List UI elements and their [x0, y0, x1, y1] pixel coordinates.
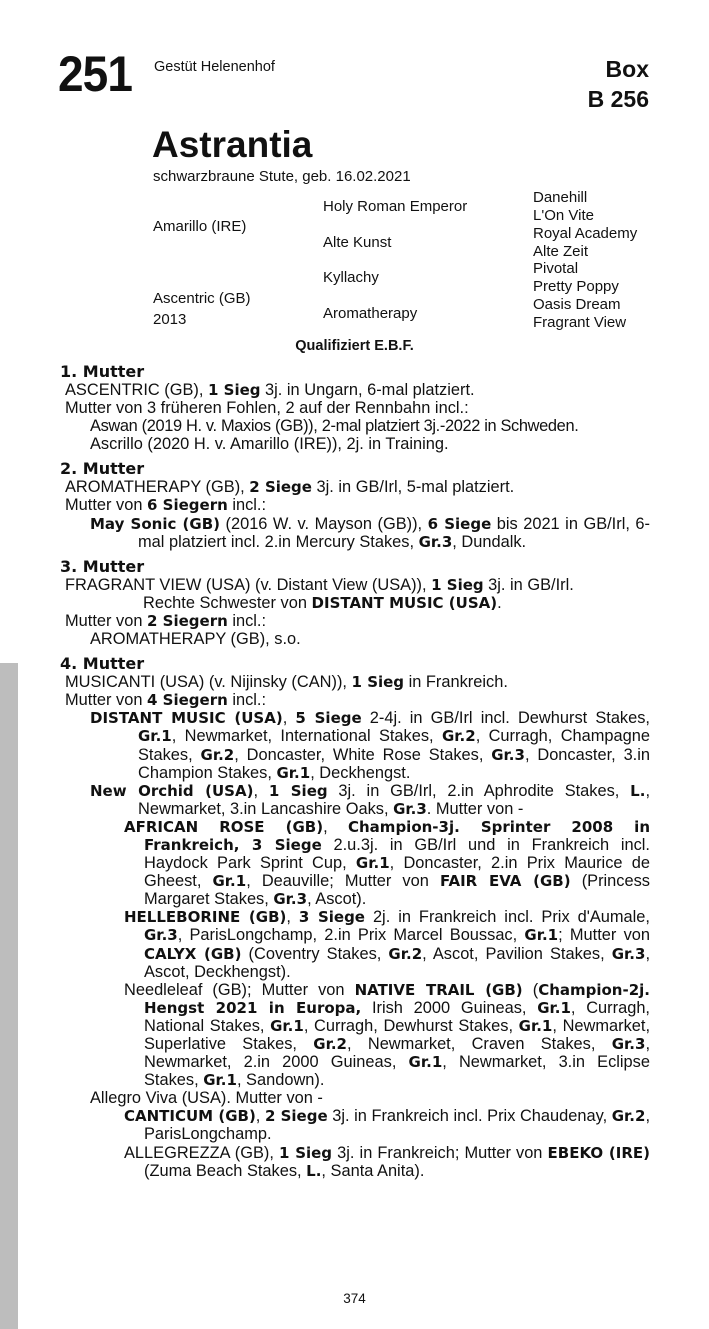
qualification: Qualifiziert E.B.F.	[295, 338, 414, 354]
produce-entry	[60, 1144, 650, 1180]
pedigree-dam-year: 2013	[153, 311, 187, 328]
text: , Newmarket, International Stakes,	[171, 727, 442, 746]
text: , ParisLongchamp.	[144, 1107, 650, 1144]
text: , Doncaster, White Rose Stakes,	[234, 745, 492, 764]
grade: Gr.3	[418, 532, 453, 551]
produce-summary	[60, 496, 650, 514]
text: Mutter von	[65, 496, 147, 515]
text: Rechte Schwester von	[143, 593, 312, 612]
pedigree-great-grandparent: L'On Vite	[533, 207, 594, 224]
dam-entry	[60, 576, 650, 594]
bold-text: L.	[630, 781, 646, 800]
text: (Coventry Stakes,	[241, 944, 389, 963]
horse-name-bold: May Sonic (GB)	[90, 514, 220, 533]
pedigree-great-grandparent: Danehill	[533, 189, 588, 206]
text: incl.:	[227, 691, 267, 710]
produce-summary	[60, 691, 650, 709]
pedigree-grandparent: Alte Kunst	[323, 234, 392, 251]
dam-line	[60, 362, 650, 1180]
dam-name: MUSICANTI (USA) (v. Nijinsky (CAN)),	[65, 673, 352, 692]
pedigree-dam: Ascentric (GB)	[153, 290, 251, 307]
bold-text: Gr.3	[491, 745, 525, 764]
bold-text: Gr.2	[200, 745, 235, 764]
text: 3j. in GB/Irl.	[483, 575, 574, 594]
text: , Doncaster, 2.in Prix Maurice de Gheest,	[144, 854, 650, 891]
produce-entry	[60, 709, 650, 781]
bold-text: Gr.1	[212, 872, 247, 891]
produce-entry	[60, 908, 650, 980]
section-heading: 1. Mutter	[60, 362, 145, 381]
bold-text: 5 Siege	[295, 709, 362, 728]
produce-entry	[60, 1107, 650, 1143]
text: , Dundalk.	[452, 532, 527, 551]
bold-text: Gr.3	[611, 1035, 646, 1053]
bold-text: 1 Sieg	[279, 1143, 333, 1162]
text: 3j. in GB/Irl, 5-mal platziert.	[311, 478, 515, 497]
produce-entry: Allegro Viva (USA). Mutter von -	[90, 1089, 323, 1108]
bold-text: FAIR EVA (GB)	[439, 872, 571, 891]
box-info	[588, 54, 649, 114]
bold-text: Gr.3	[273, 890, 308, 909]
pedigree-grandparent: Kyllachy	[323, 269, 379, 286]
bold-text: Gr.1	[355, 854, 390, 873]
text: (Princess Margaret Stakes,	[144, 872, 650, 909]
text: .	[497, 593, 502, 612]
bold-text: Champion-2j. Hengst 2021 in Europa,	[144, 980, 650, 1017]
text: . Mutter von -	[426, 799, 524, 818]
bold-text: L.	[306, 1161, 322, 1180]
wins: 1 Sieg	[431, 575, 484, 594]
pedigree-great-grandparent: Oasis Dream	[533, 296, 621, 313]
wins: 1 Sieg	[207, 381, 261, 399]
text: , Newmarket, 2.in 2000 Guineas,	[144, 1035, 650, 1072]
text: ALLEGREZZA (GB),	[124, 1143, 279, 1162]
text: Mutter von	[65, 691, 147, 710]
wins: 6 Siege	[427, 514, 492, 533]
bold-text: HELLEBORINE (GB)	[124, 908, 287, 927]
pedigree-great-grandparent: Royal Academy	[533, 225, 638, 242]
produce-entry	[60, 515, 650, 551]
bold-text: Gr.3	[611, 944, 646, 963]
dam-name: ASCENTRIC (GB),	[65, 381, 208, 399]
dam-name: AROMATHERAPY (GB),	[65, 478, 250, 497]
produce-entry	[60, 818, 650, 908]
produce-summary	[60, 612, 650, 630]
text: in Frankreich.	[404, 673, 508, 692]
section-heading: 4. Mutter	[60, 654, 145, 674]
text: , Sandown).	[236, 1071, 325, 1090]
bold-text: Gr.2	[388, 944, 423, 963]
text: (	[522, 980, 539, 999]
text: , Newmarket, Craven Stakes,	[347, 1035, 612, 1053]
text: ,	[253, 781, 269, 800]
bold-text: Champion-3j. Sprinter 2008 in Frankreich, 3 Siege	[144, 817, 650, 854]
bold-text: Gr.2	[441, 727, 476, 746]
section-heading: 2. Mutter	[60, 459, 145, 479]
bold-text: NATIVE TRAIL (GB)	[354, 980, 523, 999]
text: 3j. in Frankreich incl. Prix Chaudenay,	[327, 1107, 612, 1126]
text: 3j. in Ungarn, 6-mal platziert.	[260, 381, 475, 399]
bold-text: Gr.3	[393, 799, 427, 818]
text: , Ascot, Deckhengst).	[144, 944, 650, 981]
text: Needleleaf (GB); Mutter von	[124, 980, 355, 999]
text: , Newmarket, 3.in Eclipse Stakes,	[144, 1053, 650, 1090]
bold-text: AFRICAN ROSE (GB)	[124, 817, 324, 836]
text: (Zuma Beach Stakes,	[144, 1161, 307, 1180]
text: , Deauville; Mutter von	[246, 872, 440, 891]
bold-text: New Orchid (USA)	[90, 781, 254, 800]
horse-description: schwarzbraune Stute, geb. 16.02.2021	[153, 168, 411, 185]
text: , Newmarket, Superlative Stakes,	[144, 1016, 651, 1053]
text: ,	[255, 1107, 265, 1126]
dam-entry	[60, 381, 650, 399]
box-number: B 256	[587, 86, 649, 112]
pedigree-great-grandparent: Fragrant View	[533, 314, 627, 331]
text: , Ascot).	[307, 890, 367, 909]
winners-count: 6 Siegern	[147, 496, 228, 515]
produce-summary: Mutter von 3 früheren Fohlen, 2 auf der Rennbahn incl.:	[65, 399, 469, 418]
bold-text: Gr.1	[276, 763, 311, 782]
dam-entry	[60, 673, 650, 691]
text: (2016 W. v. Mayson (GB)),	[220, 514, 428, 533]
bold-text: Gr.1	[518, 1016, 553, 1035]
produce-entry	[60, 782, 650, 818]
winners-count: 4 Siegern	[147, 691, 228, 710]
text: incl.:	[227, 611, 267, 630]
side-marker-bar	[0, 663, 18, 1329]
wins: 2 Siege	[249, 478, 312, 497]
text: , ParisLongchamp, 2.in Prix Marcel Boussac,	[177, 926, 525, 945]
produce-entry: Ascrillo (2020 H. v. Amarillo (IRE)), 2j. in Training.	[90, 435, 449, 454]
bold-text: Gr.2	[313, 1035, 347, 1053]
bold-text: CANTICUM (GB)	[124, 1107, 256, 1126]
dam-entry	[60, 478, 650, 496]
page-number: 374	[343, 1291, 366, 1306]
text: bis 2021 in GB/Irl, 6-mal platziert incl. 2.in Mercury Stakes,	[138, 514, 650, 551]
section-heading: 3. Mutter	[60, 556, 145, 576]
text: ,	[282, 709, 296, 728]
pedigree-sire: Amarillo (IRE)	[153, 218, 247, 235]
bold-text: Gr.1	[138, 727, 172, 746]
bold-text: 3 Siege	[298, 908, 365, 927]
bold-text: Gr.1	[270, 1016, 304, 1035]
text: 3j. in GB/Irl, 2.in Aphrodite Stakes,	[327, 781, 631, 800]
breeder: Gestüt Helenenhof	[154, 59, 275, 75]
bold-text: Gr.3	[144, 926, 178, 945]
lot-number: 251	[58, 46, 133, 102]
text: 2j. in Frankreich incl. Prix d'Aumale,	[364, 908, 650, 927]
bold-text: Gr.1	[408, 1053, 443, 1072]
bold-text: 1 Sieg	[268, 781, 328, 800]
sibling-note	[60, 594, 650, 612]
bold-text: Gr.1	[203, 1071, 237, 1090]
produce-entry: AROMATHERAPY (GB), s.o.	[90, 630, 301, 649]
pedigree-great-grandparent: Pivotal	[533, 260, 579, 277]
bold-text: Gr.2	[611, 1107, 646, 1126]
bold-text: Gr.1	[537, 998, 571, 1017]
pedigree-great-grandparent: Pretty Poppy	[533, 278, 619, 295]
bold-text: CALYX (GB)	[144, 944, 242, 963]
bold-text: 2 Siege	[264, 1107, 328, 1126]
bold-text: EBEKO (IRE)	[547, 1143, 650, 1162]
text: ; Mutter von	[558, 926, 650, 945]
text: ,	[286, 908, 299, 927]
text: , Newmarket, 3.in Lancashire Oaks,	[138, 781, 650, 818]
pedigree-grandparent: Holy Roman Emperor	[323, 198, 468, 215]
pedigree-grandparent: Aromatherapy	[323, 305, 418, 322]
text: , Curragh, Champagne Stakes,	[138, 727, 650, 764]
wins: 1 Sieg	[351, 673, 405, 692]
winners-count: 2 Siegern	[147, 611, 228, 630]
text: 2.u.3j. in GB/Irl und in Frankreich incl. Haydock Park Sprint Cup,	[144, 835, 650, 873]
bold-text: Gr.1	[524, 926, 559, 945]
text: Mutter von	[65, 611, 147, 630]
dam-name: FRAGRANT VIEW (USA) (v. Distant View (USA)),	[65, 575, 432, 594]
text: , Doncaster, 3.in Champion Stakes,	[138, 745, 650, 782]
horse-name-bold: DISTANT MUSIC (USA)	[311, 593, 498, 612]
box-label: Box	[605, 56, 649, 82]
text: 3j. in Frankreich; Mutter von	[332, 1143, 548, 1162]
pedigree-great-grandparent: Alte Zeit	[533, 243, 589, 260]
text: , Curragh, National Stakes,	[144, 998, 650, 1035]
text: , Curragh, Dewhurst Stakes,	[303, 1016, 519, 1035]
text: 2-4j. in GB/Irl incl. Dewhurst Stakes,	[361, 709, 650, 728]
text: Irish 2000 Guineas,	[361, 998, 538, 1017]
text: , Santa Anita).	[321, 1161, 425, 1180]
text: , Ascot, Pavilion Stakes,	[422, 944, 612, 963]
text: ,	[323, 817, 348, 836]
horse-name: Astrantia	[152, 124, 313, 165]
text: incl.:	[227, 496, 267, 515]
produce-entry: Aswan (2019 H. v. Maxios (GB)), 2-mal platziert 3j.-2022 in Schweden.	[90, 417, 579, 436]
text: , Deckhengst.	[310, 763, 411, 782]
bold-text: DISTANT MUSIC (USA)	[90, 709, 283, 728]
produce-entry	[60, 981, 650, 1090]
